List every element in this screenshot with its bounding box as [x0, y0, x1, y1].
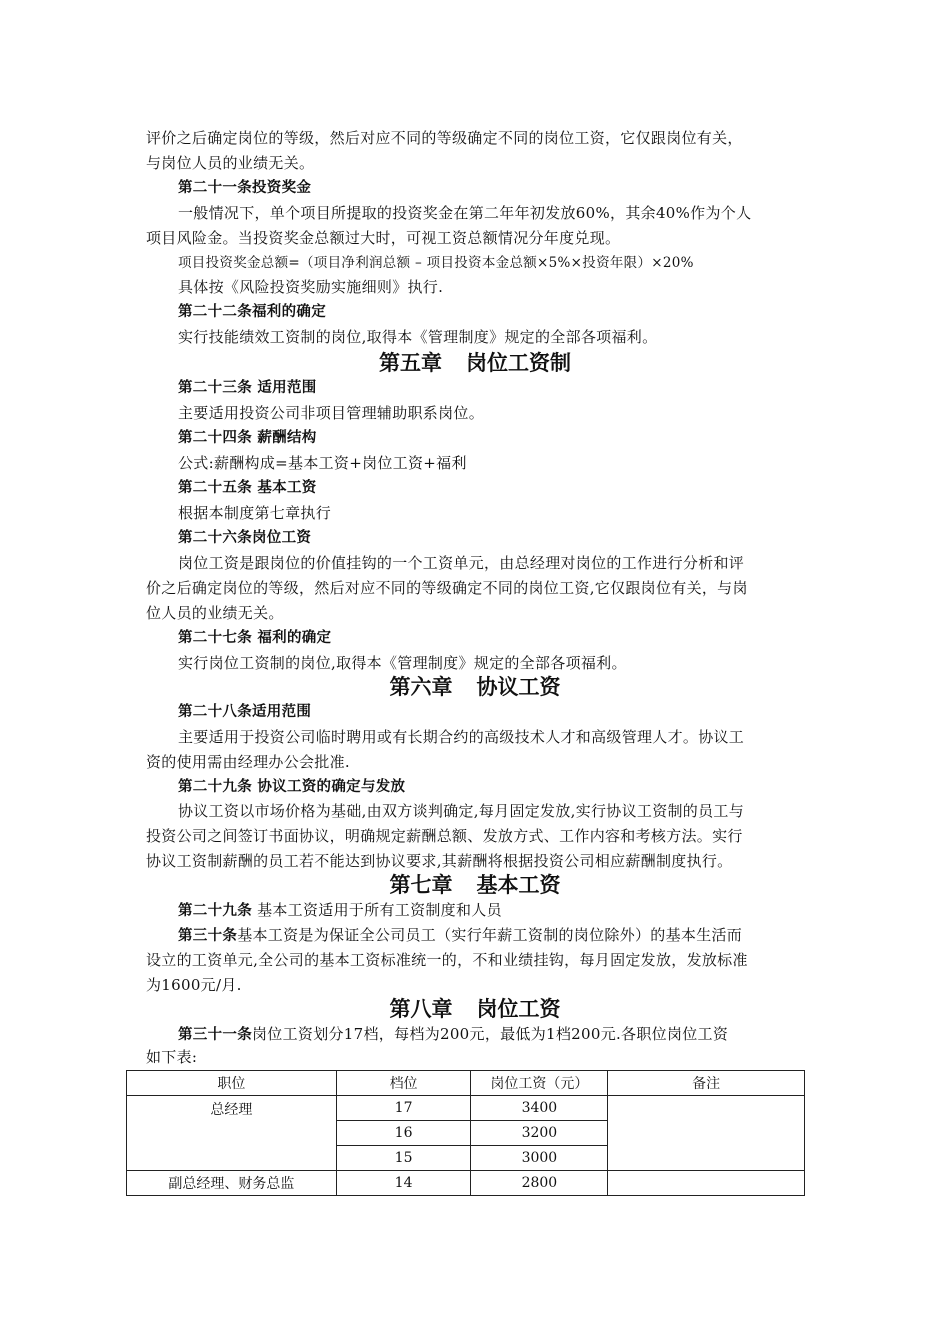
article-23-heading: 第二十三条 适用范围 [178, 380, 317, 396]
article-26-heading: 第二十六条岗位工资 [178, 530, 312, 546]
header-salary: 岗位工资（元） [471, 1071, 608, 1096]
cell-salary: 2800 [471, 1171, 608, 1196]
cell-salary: 3400 [471, 1096, 608, 1121]
paragraph-line: 岗位工资是跟岗位的价值挂钩的一个工资单元，由总经理对岗位的工作进行分析和评 [178, 554, 745, 572]
article-29-heading: 第二十九条 协议工资的确定与发放 [178, 779, 406, 795]
paragraph-line: 投资公司之间签订书面协议，明确规定薪酬总额、发放方式、工作内容和考核方法。实行 [146, 827, 743, 845]
paragraph-line: 价之后确定岗位的等级，然后对应不同的等级确定不同的岗位工资,它仅跟岗位有关，与岗 [146, 579, 748, 597]
article-31-heading: 第三十一条 [178, 1027, 252, 1043]
header-position: 职位 [127, 1071, 337, 1096]
paragraph-line: 评价之后确定岗位的等级，然后对应不同的等级确定不同的岗位工资，它仅跟岗位有关， [146, 129, 743, 147]
table-row [127, 1171, 805, 1196]
chapter-number: 第八章 [389, 997, 453, 1021]
article-22-heading: 第二十二条福利的确定 [178, 304, 326, 320]
article-31 [178, 1024, 728, 1045]
paragraph-line: 协议工资以市场价格为基础,由双方谈判确定,每月固定发放,实行协议工资制的员工与 [178, 802, 745, 820]
cell-grade: 14 [336, 1171, 471, 1196]
chapter-number: 第六章 [389, 675, 453, 699]
article-27-heading: 第二十七条 福利的确定 [178, 630, 332, 646]
chapter-number: 第七章 [389, 873, 453, 897]
paragraph-line: 主要适用于投资公司临时聘用或有长期合约的高级技术人才和高级管理人才。协议工 [178, 728, 745, 746]
salary-table [126, 1070, 805, 1196]
article-29b-heading: 第二十九条 [178, 903, 252, 919]
paragraph-line: 项目风险金。当投资奖金总额过大时，可视工资总额情况分年度兑现。 [146, 229, 621, 247]
article-28-heading: 第二十八条适用范围 [178, 704, 312, 720]
paragraph-line: 根据本制度第七章执行 [178, 504, 332, 522]
formula-line: 项目投资奖金总额=（项目净利润总额 – 项目投资本金总额×5%×投资年限）×20% [178, 255, 694, 271]
chapter-name: 协议工资 [476, 675, 561, 699]
cell-grade: 16 [336, 1121, 471, 1146]
paragraph-line: 位人员的业绩无关。 [146, 604, 284, 622]
paragraph-line: 为1600元/月. [146, 976, 242, 994]
paragraph-line: 公式:薪酬构成=基本工资+岗位工资+福利 [178, 454, 467, 472]
paragraph-line: 如下表: [146, 1048, 198, 1066]
paragraph-line: 设立的工资单元,全公司的基本工资标准统一的，不和业绩挂钩，每月固定发放，发放标准 [146, 951, 748, 969]
cell-grade: 15 [336, 1146, 471, 1171]
article-30 [178, 925, 742, 946]
cell-position: 总经理 [127, 1096, 337, 1171]
article-21-heading: 第二十一条投资奖金 [178, 180, 312, 196]
chapter-6-title [0, 674, 950, 700]
chapter-7-title [0, 872, 950, 898]
table-header-row [127, 1071, 805, 1096]
paragraph-line: 协议工资制薪酬的员工若不能达到协议要求,其薪酬将根据投资公司相应薪酬制度执行。 [146, 852, 733, 870]
article-25-heading: 第二十五条 基本工资 [178, 480, 317, 496]
article-29b-text: 基本工资适用于所有工资制度和人员 [257, 901, 502, 919]
header-grade: 档位 [336, 1071, 471, 1096]
cell-salary: 3000 [471, 1146, 608, 1171]
paragraph-line: 实行岗位工资制的岗位,取得本《管理制度》规定的全部各项福利。 [178, 654, 627, 672]
paragraph-line: 与岗位人员的业绩无关。 [146, 154, 315, 172]
paragraph-line: 一般情况下，单个项目所提取的投资奖金在第二年年初发放60%，其余40%作为个人 [178, 204, 752, 222]
chapter-number: 第五章 [379, 351, 442, 375]
chapter-name: 基本工资 [476, 873, 561, 897]
chapter-name: 岗位工资制 [466, 351, 571, 375]
chapter-5-title [0, 350, 950, 376]
table-row [127, 1096, 805, 1121]
paragraph-line: 具体按《风险投资奖励实施细则》执行. [178, 278, 444, 296]
cell-remarks [608, 1096, 805, 1171]
cell-salary: 3200 [471, 1121, 608, 1146]
chapter-name: 岗位工资 [476, 997, 561, 1021]
article-29b [178, 900, 502, 921]
cell-remarks [608, 1171, 805, 1196]
chapter-8-title [0, 996, 950, 1022]
cell-position: 副总经理、财务总监 [127, 1171, 337, 1196]
paragraph-line: 资的使用需由经理办公会批准. [146, 753, 350, 771]
article-24-heading: 第二十四条 薪酬结构 [178, 430, 317, 446]
paragraph-text: 基本工资是为保证全公司员工（实行年薪工资制的岗位除外）的基本生活而 [237, 926, 743, 944]
cell-grade: 17 [336, 1096, 471, 1121]
paragraph-line: 主要适用投资公司非项目管理辅助职系岗位。 [178, 404, 485, 422]
header-remarks: 备注 [608, 1071, 805, 1096]
paragraph-text: 岗位工资划分17档，每档为200元，最低为1档200元.各职位岗位工资 [252, 1025, 729, 1043]
article-30-heading: 第三十条 [178, 928, 238, 944]
paragraph-line: 实行技能绩效工资制的岗位,取得本《管理制度》规定的全部各项福利。 [178, 328, 658, 346]
